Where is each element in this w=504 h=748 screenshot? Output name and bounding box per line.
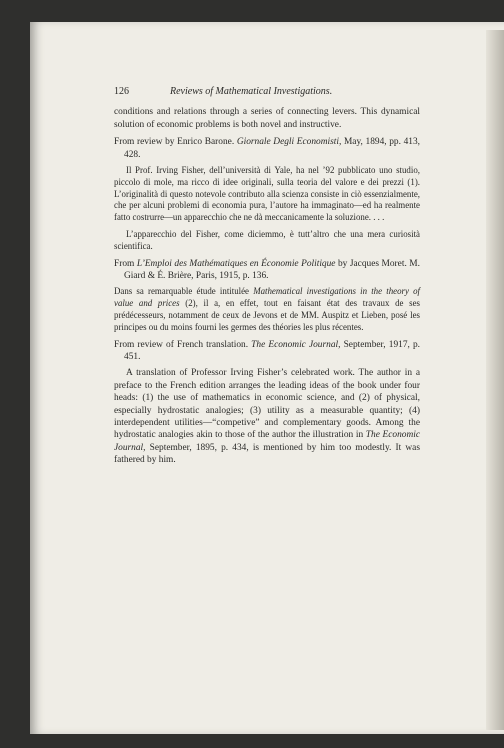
italian-quote-1: Il Prof. Irving Fisher, dell’università di Yale, ha nel ’92 pubblicato uno studio, piccolo di mole, ma ricco di idee originali, sulla teoria del valore e dei prezzi (1). L’originalità di questo notevole contributo alla scienza consiste in ciò essenzialmente, che per alcuni problemi di economia pura, l’autore ha immaginato—ed ha realmente fatto costrurre—un apparecchio che ne dà meccanicamente la soluzione. . . .	[114, 165, 420, 223]
page-number: 126	[114, 86, 129, 97]
paragraph-continuation: conditions and relations through a series of connecting levers. This dynamical solution of economic problems is both novel and instructive.	[114, 107, 420, 130]
french-quote: Dans sa remarquable étude intitulée Mathematical investigations in the theory of value and prices (2), il a, en effet, tout en faisant état des travaux de ses prédécesseurs, notamment de ceux de Jevons et de MM. Auspitz et Lieben, posé les principes ou du moins fourni les germes des théories les plus récentes.	[114, 286, 420, 332]
citation-economic-journal: From review of French translation. The Economic Journal, September, 1917, p. 451.	[114, 339, 420, 363]
running-header	[114, 86, 420, 98]
running-title: Reviews of Mathematical Investigations.	[170, 86, 333, 97]
citation-barone: From review by Enrico Barone. Giornale Degli Economisti, May, 1894, pp. 413, 428.	[114, 137, 421, 160]
citation-moret: From L’Emploi des Mathématiques en Économie Politique by Jacques Moret. M. Giard & É. Brière, Paris, 1915, p. 136.	[114, 258, 420, 282]
italian-quote-2: L’apparecchio del Fisher, come diciemmo, è tutt’altro che una mera curiosità scientifica.	[114, 229, 420, 251]
page-edge	[486, 30, 504, 730]
page-content	[114, 86, 420, 472]
translation-review-paragraph: A translation of Professor Irving Fisher’s celebrated work. The author in a preface to the French edition arranges the leading ideas of the book under four heads: (1) the use of mathematics in economic science, and (2) of physical, especially hydrostatic analogies; (3) utility as a measurable quantity; (4) interdependent utilities—“competive” and complementary goods. Among the hydrostatic analogies akin to those of the author the illustration in The Economic Journal, September, 1895, p. 434, is mentioned by him too modestly. It was fathered by him.	[114, 368, 420, 466]
